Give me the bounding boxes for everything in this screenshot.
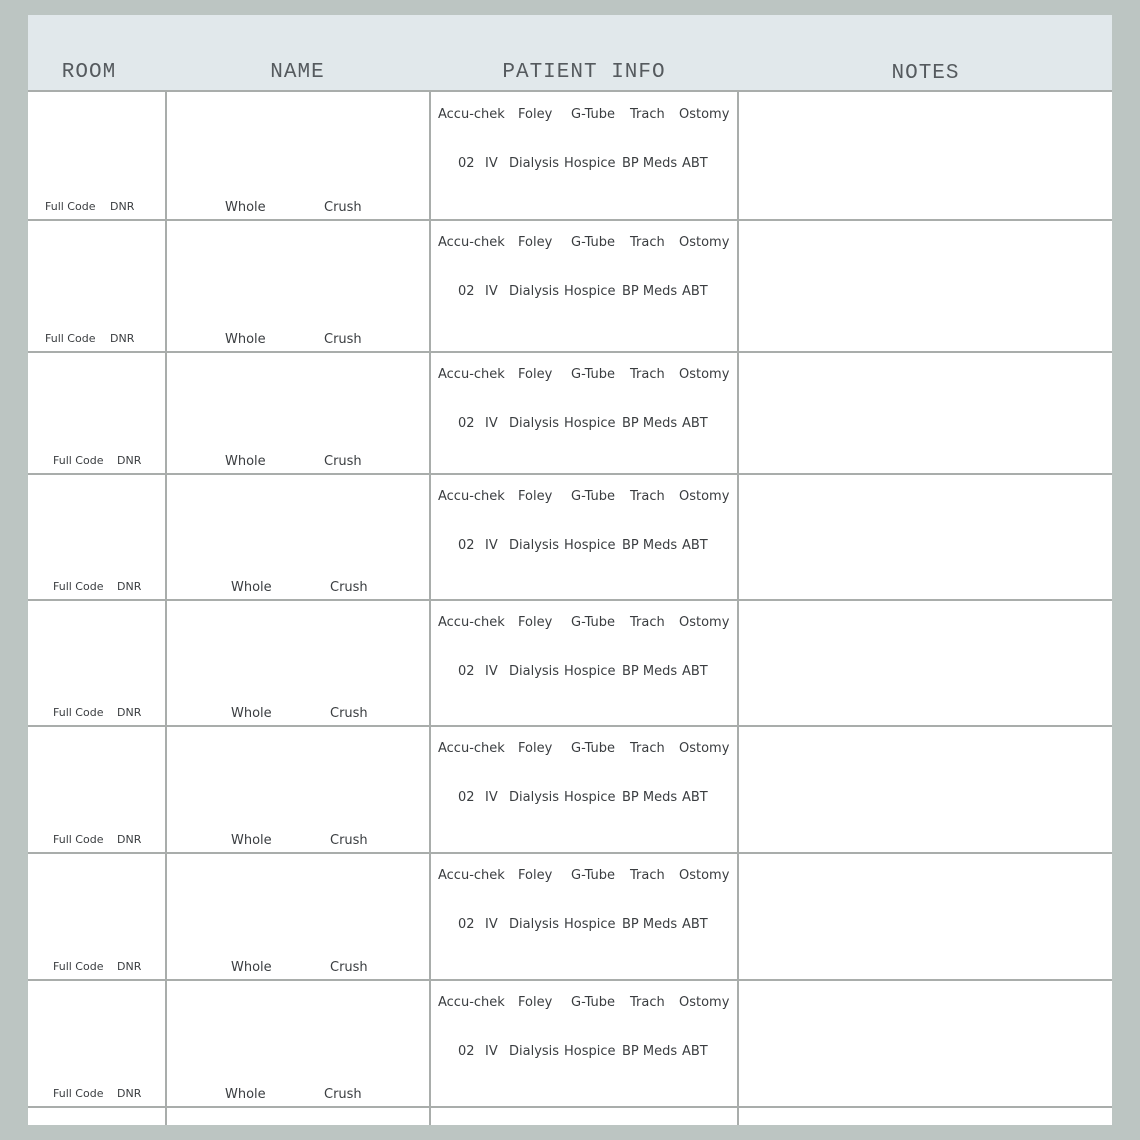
patient-info-item[interactable]: 02	[458, 284, 475, 299]
patient-info-item[interactable]: Accu-chek	[438, 868, 505, 883]
crush-option[interactable]: Crush	[324, 1087, 362, 1102]
patient-info-item[interactable]: IV	[485, 538, 498, 553]
patient-info-item[interactable]: IV	[485, 664, 498, 679]
patient-info-item[interactable]: Dialysis	[509, 917, 560, 932]
row-divider	[28, 725, 1112, 727]
patient-info-item[interactable]: BP Meds	[622, 1044, 678, 1059]
patient-info-item[interactable]: Foley	[518, 235, 553, 250]
patient-info-item[interactable]: Foley	[518, 995, 553, 1010]
full-code-option[interactable]: Full Code	[45, 200, 96, 213]
whole-option[interactable]: Whole	[231, 580, 272, 595]
census-sheet	[28, 15, 1112, 1125]
patient-info-item[interactable]: IV	[485, 790, 498, 805]
patient-info-item[interactable]: Foley	[518, 107, 553, 122]
patient-info-item[interactable]: Accu-chek	[438, 995, 505, 1010]
whole-option[interactable]: Whole	[225, 1087, 266, 1102]
row-divider	[28, 473, 1112, 475]
patient-info-item[interactable]: IV	[485, 917, 498, 932]
row-divider	[28, 1106, 1112, 1108]
patient-info-item[interactable]: Accu-chek	[438, 367, 505, 382]
patient-info-item[interactable]: Trach	[630, 107, 665, 122]
patient-info-item[interactable]: Dialysis	[509, 790, 560, 805]
crush-option[interactable]: Crush	[324, 200, 362, 215]
patient-info-item[interactable]: 02	[458, 790, 475, 805]
patient-info-item[interactable]: 02	[458, 917, 475, 932]
patient-info-item[interactable]: Accu-chek	[438, 489, 505, 504]
header-room: ROOM	[61, 61, 117, 84]
header-name: NAME	[270, 61, 325, 84]
header-patient-info: PATIENT INFO	[502, 61, 666, 84]
row-divider	[28, 979, 1112, 981]
patient-info-item[interactable]: Dialysis	[509, 664, 560, 679]
dnr-option[interactable]: DNR	[110, 200, 135, 213]
patient-info-item[interactable]: BP Meds	[622, 284, 678, 299]
patient-info-item[interactable]: Dialysis	[509, 284, 560, 299]
patient-info-item[interactable]: Foley	[518, 367, 553, 382]
patient-info-item[interactable]: IV	[485, 156, 498, 171]
patient-info-item[interactable]: IV	[485, 1044, 498, 1059]
patient-info-item[interactable]: BP Meds	[622, 156, 678, 171]
patient-info-item[interactable]: Ostomy	[679, 995, 730, 1010]
full-code-option[interactable]: Full Code	[53, 1087, 104, 1100]
patient-info-item[interactable]: Hospice	[564, 284, 616, 299]
patient-info-item[interactable]: IV	[485, 284, 498, 299]
patient-info-item[interactable]: Trach	[630, 235, 665, 250]
patient-info-item[interactable]: Ostomy	[679, 615, 730, 630]
row-divider	[28, 852, 1112, 854]
patient-info-item[interactable]: Trach	[630, 489, 665, 504]
patient-info-item[interactable]: Hospice	[564, 790, 616, 805]
patient-info-item[interactable]: Ostomy	[679, 107, 730, 122]
patient-info-item[interactable]: G-Tube	[571, 489, 616, 504]
patient-info-item[interactable]: Hospice	[564, 917, 616, 932]
patient-info-item[interactable]: Dialysis	[509, 416, 560, 431]
patient-info-item[interactable]: Trach	[630, 995, 665, 1010]
patient-info-item[interactable]: Hospice	[564, 664, 616, 679]
patient-info-item[interactable]: Accu-chek	[438, 615, 505, 630]
dnr-option[interactable]: DNR	[117, 1087, 142, 1100]
patient-info-item[interactable]: ABT	[682, 416, 708, 431]
crush-option[interactable]: Crush	[324, 454, 362, 469]
patient-info-item[interactable]: Dialysis	[509, 1044, 560, 1059]
dnr-option[interactable]: DNR	[110, 332, 135, 345]
patient-info-item[interactable]: Foley	[518, 741, 553, 756]
row-divider	[28, 351, 1112, 353]
patient-info-item[interactable]: Ostomy	[679, 741, 730, 756]
dnr-option[interactable]: DNR	[117, 833, 142, 846]
patient-info-item[interactable]: Ostomy	[679, 868, 730, 883]
patient-info-item[interactable]: ABT	[682, 1044, 708, 1059]
patient-info-item[interactable]: Foley	[518, 615, 553, 630]
patient-info-item[interactable]: Foley	[518, 868, 553, 883]
patient-info-item[interactable]: ABT	[682, 156, 708, 171]
whole-option[interactable]: Whole	[225, 454, 266, 469]
row-divider	[28, 219, 1112, 221]
patient-info-item[interactable]: Dialysis	[509, 538, 560, 553]
patient-info-item[interactable]: Accu-chek	[438, 107, 505, 122]
patient-rows	[28, 15, 1112, 1125]
dnr-option[interactable]: DNR	[117, 580, 142, 593]
full-code-option[interactable]: Full Code	[45, 332, 96, 345]
patient-info-item[interactable]: Ostomy	[679, 367, 730, 382]
dnr-option[interactable]: DNR	[117, 454, 142, 467]
patient-info-item[interactable]: Dialysis	[509, 156, 560, 171]
patient-info-item[interactable]: ABT	[682, 284, 708, 299]
patient-info-item[interactable]: ABT	[682, 664, 708, 679]
patient-info-item[interactable]: Trach	[630, 741, 665, 756]
patient-info-item[interactable]: Accu-chek	[438, 235, 505, 250]
crush-option[interactable]: Crush	[330, 580, 368, 595]
patient-info-item[interactable]: 02	[458, 1044, 475, 1059]
patient-info-item[interactable]: BP Meds	[622, 664, 678, 679]
whole-option[interactable]: Whole	[225, 332, 266, 347]
patient-info-item[interactable]: Ostomy	[679, 489, 730, 504]
whole-option[interactable]: Whole	[231, 960, 272, 975]
patient-info-item[interactable]: BP Meds	[622, 917, 678, 932]
patient-info-item[interactable]: ABT	[682, 917, 708, 932]
patient-info-item[interactable]: Hospice	[564, 1044, 616, 1059]
crush-option[interactable]: Crush	[330, 706, 368, 721]
patient-info-item[interactable]: Trach	[630, 367, 665, 382]
crush-option[interactable]: Crush	[330, 833, 368, 848]
crush-option[interactable]: Crush	[330, 960, 368, 975]
patient-info-item[interactable]: Trach	[630, 615, 665, 630]
full-code-option[interactable]: Full Code	[53, 833, 104, 846]
crush-option[interactable]: Crush	[324, 332, 362, 347]
patient-info-item[interactable]: 02	[458, 664, 475, 679]
patient-info-item[interactable]: Accu-chek	[438, 741, 505, 756]
patient-info-item[interactable]: G-Tube	[571, 995, 616, 1010]
patient-info-item[interactable]: G-Tube	[571, 741, 616, 756]
patient-info-item[interactable]: G-Tube	[571, 868, 616, 883]
full-code-option[interactable]: Full Code	[53, 706, 104, 719]
patient-info-item[interactable]: BP Meds	[622, 790, 678, 805]
patient-info-item[interactable]: G-Tube	[571, 615, 616, 630]
patient-info-item[interactable]: Ostomy	[679, 235, 730, 250]
dnr-option[interactable]: DNR	[117, 706, 142, 719]
dnr-option[interactable]: DNR	[117, 960, 142, 973]
patient-info-item[interactable]: G-Tube	[571, 367, 616, 382]
patient-info-item[interactable]: BP Meds	[622, 416, 678, 431]
full-code-option[interactable]: Full Code	[53, 454, 104, 467]
patient-info-item[interactable]: ABT	[682, 790, 708, 805]
patient-info-item[interactable]: G-Tube	[571, 107, 616, 122]
full-code-option[interactable]: Full Code	[53, 960, 104, 973]
patient-info-item[interactable]: 02	[458, 156, 475, 171]
patient-info-item[interactable]: 02	[458, 538, 475, 553]
patient-info-item[interactable]: Hospice	[564, 538, 616, 553]
row-divider	[28, 599, 1112, 601]
patient-info-item[interactable]: G-Tube	[571, 235, 616, 250]
full-code-option[interactable]: Full Code	[53, 580, 104, 593]
patient-info-item[interactable]: 02	[458, 416, 475, 431]
patient-info-item[interactable]: BP Meds	[622, 538, 678, 553]
patient-info-item[interactable]: Foley	[518, 489, 553, 504]
whole-option[interactable]: Whole	[231, 833, 272, 848]
whole-option[interactable]: Whole	[231, 706, 272, 721]
whole-option[interactable]: Whole	[225, 200, 266, 215]
patient-info-item[interactable]: Hospice	[564, 156, 616, 171]
patient-info-item[interactable]: Hospice	[564, 416, 616, 431]
patient-info-item[interactable]: Trach	[630, 868, 665, 883]
patient-info-item[interactable]: IV	[485, 416, 498, 431]
header-notes: NOTES	[891, 62, 960, 85]
patient-info-item[interactable]: ABT	[682, 538, 708, 553]
